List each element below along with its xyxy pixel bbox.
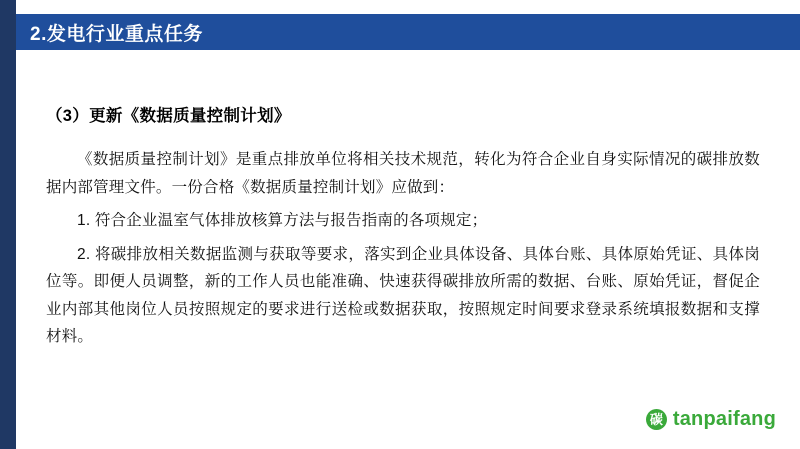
logo-text: tanpaifang [672, 408, 776, 430]
page-title: 2.发电行业重点任务 [30, 23, 203, 45]
watermark-logo [646, 408, 776, 431]
body-paragraph-1: 《数据质量控制计划》是重点排放单位将相关技术规范，转化为符合企业自身实际情况的碳排放数据内部管理文件。一份合格《数据质量控制计划》应做到： [46, 151, 760, 196]
slide-content [16, 60, 800, 449]
slide-header-bar [16, 14, 800, 50]
left-accent-band [0, 0, 16, 449]
section-subtitle: （3）更新《数据质量控制计划》 [46, 107, 291, 125]
body-list-item-1: 1. 符合企业温室气体排放核算方法与报告指南的各项规定； [77, 212, 488, 230]
logo-badge-icon: 碳 [646, 409, 667, 430]
body-list-item-2: 2. 将碳排放相关数据监测与获取等要求，落实到企业具体设备、具体台账、具体原始凭证、具体岗位等。即便人员调整，新的工作人员也能准确、快速获得碳排放所需的数据、台账、原始凭证，督促企业内部其他岗位人员按照规定的要求进行送检或数据获取，按照规定时间要求登录系统填报数据和支撑材料。 [46, 245, 760, 346]
